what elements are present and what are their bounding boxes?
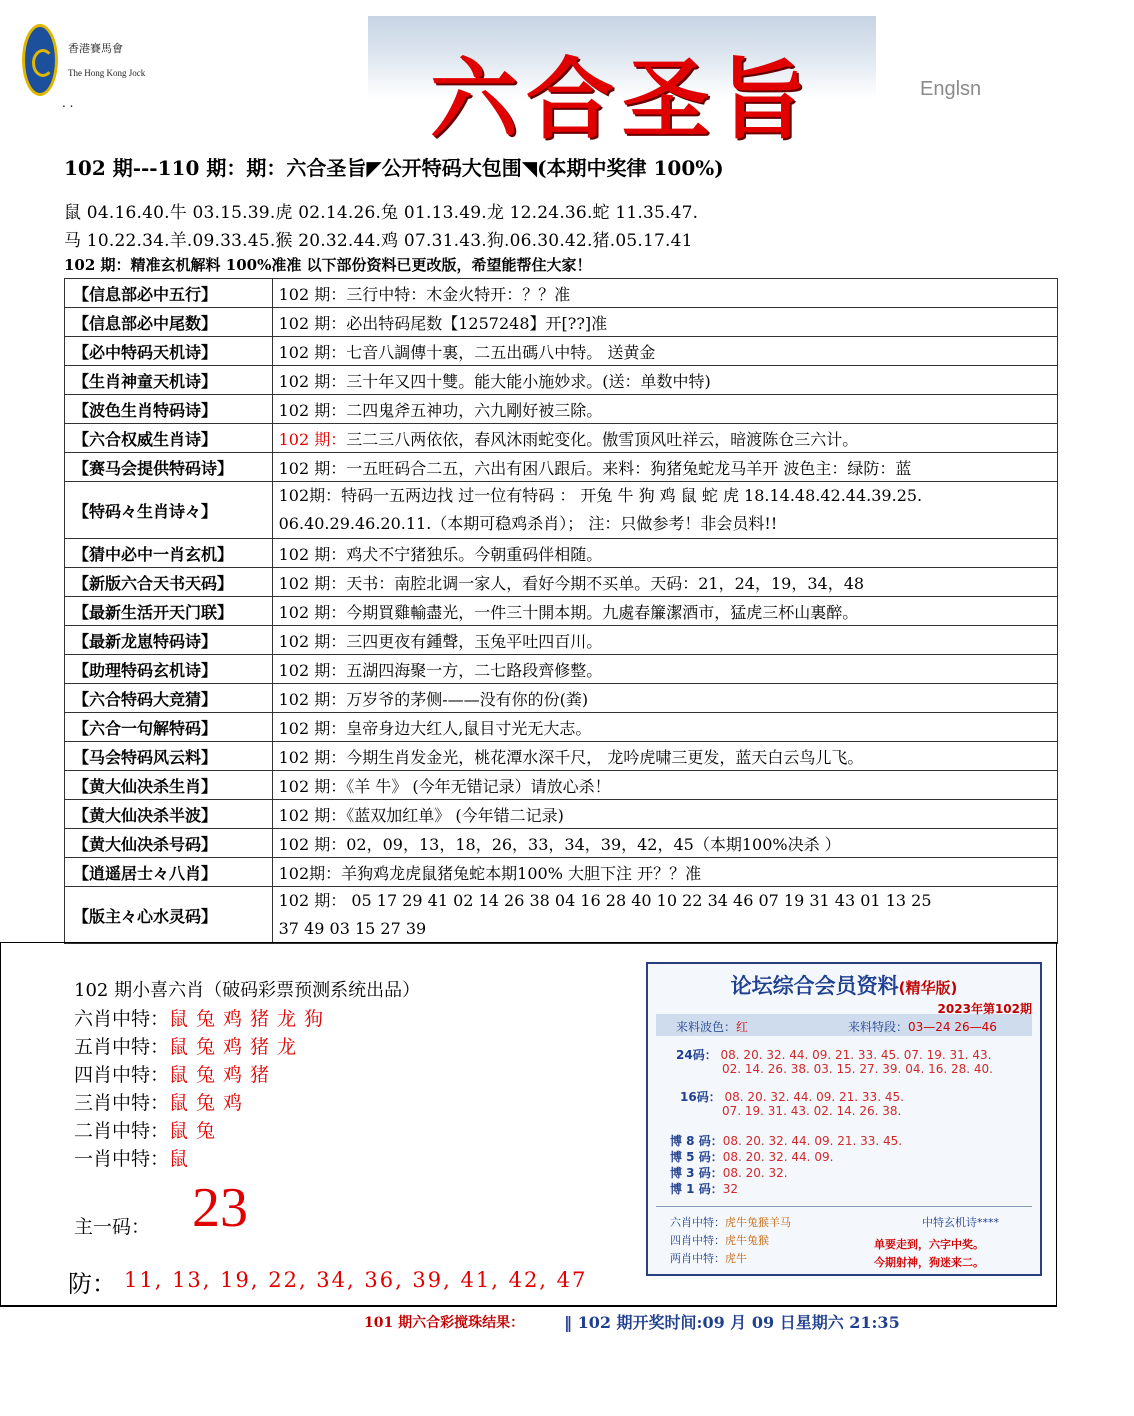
card-wave xyxy=(676,1018,748,1035)
card-row-bo8 xyxy=(670,1132,902,1149)
foot-label: 六肖中特： xyxy=(670,1216,725,1229)
card-row-line: 32 xyxy=(722,1182,738,1196)
row-value: 102 期：五湖四海聚一方，二七路段齊修整。 xyxy=(272,655,1057,684)
card-row-16-line2: 07. 19. 31. 43. 02. 14. 26. 38. xyxy=(722,1104,902,1118)
tier-three xyxy=(74,1088,250,1115)
row-label: 【助理特码玄机诗】 xyxy=(65,655,273,684)
last-draw-result-label: 101 期六合彩搅珠结果： xyxy=(364,1315,525,1331)
table-row xyxy=(65,539,1058,568)
table-row xyxy=(65,308,1058,337)
row-value: 102 期：鸡犬不宁猪独乐。今朝重码伴相随。 xyxy=(272,539,1057,568)
banner-title: 六合圣旨 xyxy=(429,47,814,151)
defense-numbers: 11, 13, 19, 22, 34, 36, 39, 41, 42, 47 xyxy=(124,1268,588,1292)
table-row xyxy=(65,771,1058,800)
card-poem-line-2: 今期射神，狗迷来二。 xyxy=(874,1256,984,1269)
row-label: 【最新龙崽特码诗】 xyxy=(65,626,273,655)
row-value xyxy=(272,887,1057,944)
row-label: 【信息部必中五行】 xyxy=(65,279,273,308)
tier-value: 鼠 xyxy=(169,1148,197,1170)
row-label: 【逍遥居士々八肖】 xyxy=(65,858,273,887)
table-row xyxy=(65,424,1058,453)
tier-five xyxy=(74,1032,304,1059)
table-row xyxy=(65,366,1058,395)
card-row-bo1 xyxy=(670,1180,738,1197)
row-value-line-2: 06.40.29.46.20.11.（本期可稳鸡杀肖）； 注：只做参考！非会员料!! xyxy=(278,514,778,533)
card-title-text: 论坛综合会员资料 xyxy=(730,974,899,998)
tier-label: 六肖中特： xyxy=(74,1008,170,1030)
table-row xyxy=(65,887,1058,944)
tier-label: 五肖中特： xyxy=(74,1036,170,1058)
row-label: 【必中特码天机诗】 xyxy=(65,337,273,366)
logo-dots: . . xyxy=(62,96,74,110)
row-value: 102 期：三行中特：木金火特开：？？准 xyxy=(272,279,1057,308)
card-tail-range xyxy=(848,1018,997,1035)
row-value-text: 三二三八两依依，春风沐雨蛇变化。傲雪顶风吐祥云，暗渡陈仓三六计。 xyxy=(346,429,859,449)
card-row-label: 博 1 码： xyxy=(670,1182,723,1196)
card-row-line: 08. 20. 32. 44. 09. 21. 33. 45. xyxy=(724,1090,904,1104)
row-label: 【信息部必中尾数】 xyxy=(65,308,273,337)
card-row-label: 24码： xyxy=(676,1048,717,1062)
main-number: 23 xyxy=(192,1177,248,1239)
issue-prefix-red: 102 期： xyxy=(278,429,347,449)
tier-value: 鼠兔鸡猪 xyxy=(169,1064,278,1086)
title-banner xyxy=(368,16,876,151)
table-row xyxy=(65,742,1058,771)
tier-label: 三肖中特： xyxy=(74,1092,170,1114)
tier-label: 一肖中特： xyxy=(74,1148,170,1170)
forum-member-card xyxy=(646,962,1042,1276)
card-row-label: 博 5 码： xyxy=(670,1150,723,1164)
zodiac-numbers-line-1: 鼠 04.16.40.牛 03.15.39.虎 02.14.26.兔 01.13.49.龙 12.24.36.蛇 11.35.47. xyxy=(64,203,699,223)
table-row xyxy=(65,568,1058,597)
row-label: 【版主々心水灵码】 xyxy=(65,887,273,944)
main-number-label: 主一码： xyxy=(74,1216,151,1238)
table-row xyxy=(65,626,1058,655)
card-six-xiao xyxy=(670,1214,791,1230)
table-row xyxy=(65,279,1058,308)
notice-text: 102 期：精准玄机解料 100%准准 以下部份资料已更改版，希望能帮住大家！ xyxy=(64,256,592,274)
card-row-bo5 xyxy=(670,1148,833,1165)
table-row xyxy=(65,482,1058,539)
row-label: 【生肖神童天机诗】 xyxy=(65,366,273,395)
row-value: 102 期：《羊 牛》 (今年无错记录）请放心杀！ xyxy=(272,771,1057,800)
row-value: 102期：羊狗鸡龙虎鼠猪兔蛇本期100% 大胆下注 开？？准 xyxy=(272,858,1057,887)
row-value: 102 期：《蓝双加红单》 (今年错二记录) xyxy=(272,800,1057,829)
table-row xyxy=(65,453,1058,482)
tier-label: 四肖中特： xyxy=(74,1064,170,1086)
tier-value: 鼠兔 xyxy=(169,1120,224,1142)
tier-four xyxy=(74,1060,277,1087)
tier-value: 鼠兔鸡猪龙狗 xyxy=(169,1008,332,1030)
table-row xyxy=(65,337,1058,366)
next-draw-time: ‖ 102 期开奖时间:09 月 09 日星期六 21:35 xyxy=(564,1313,900,1332)
jockey-club-emblem-icon xyxy=(22,24,58,96)
card-poem-title: 中特玄机诗**** xyxy=(922,1216,999,1229)
row-label: 【六合特码大竞猜】 xyxy=(65,684,273,713)
table-row xyxy=(65,800,1058,829)
row-value: 102 期：万岁爷的茅侧-——没有你的份(粪) xyxy=(272,684,1057,713)
row-value: 102 期：今期生肖发金光，桃花潭水深千尺， 龙吟虎啸三更发，蓝天白云鸟儿飞。 xyxy=(272,742,1057,771)
card-period: 2023年第102期 xyxy=(937,1002,1032,1016)
row-label: 【特码々生肖诗々】 xyxy=(65,482,273,539)
row-label: 【马会特码风云料】 xyxy=(65,742,273,771)
table-row xyxy=(65,684,1058,713)
tier-two xyxy=(74,1116,223,1143)
row-value: 102 期：三四更夜有鍾聲，玉兔平吐四百川。 xyxy=(272,626,1057,655)
row-label: 【猜中必中一肖玄机】 xyxy=(65,539,273,568)
defense-label: 防： xyxy=(68,1270,116,1298)
table-row xyxy=(65,655,1058,684)
card-poem-line-1: 单要走到，六字中奖。 xyxy=(874,1238,984,1251)
card-row-line: 08. 20. 32. xyxy=(722,1166,788,1180)
footer-divider xyxy=(0,1306,1057,1307)
foot-label: 四肖中特： xyxy=(670,1234,725,1247)
foot-value: 虎牛 xyxy=(725,1252,747,1265)
tier-six xyxy=(74,1004,331,1031)
table-row xyxy=(65,597,1058,626)
table-row xyxy=(65,829,1058,858)
row-label: 【新版六合天书天码】 xyxy=(65,568,273,597)
foot-value: 虎牛兔猴 xyxy=(725,1234,769,1247)
card-row-line: 08. 20. 32. 44. 09. 21. 33. 45. xyxy=(722,1134,903,1148)
card-row-label: 博 3 码： xyxy=(670,1166,723,1180)
row-value: 102 期：必出特码尾数【1257248】开[??]准 xyxy=(272,308,1057,337)
card-row-16 xyxy=(680,1088,904,1105)
row-label: 【六合一句解特码】 xyxy=(65,713,273,742)
card-row-24 xyxy=(676,1046,992,1063)
page-headline: 102 期---110 期：期：六合圣旨◤公开特码大包围◥(本期中奖律 100%) xyxy=(64,156,724,180)
row-value: 102 期：皇帝身边大红人,鼠目寸光无大志。 xyxy=(272,713,1057,742)
card-row-line: 08. 20. 32. 44. 09. 21. 33. 45. 07. 19. 31. 43. xyxy=(720,1048,992,1062)
row-value-line-2: 37 49 03 15 27 39 xyxy=(278,919,427,938)
prediction-table xyxy=(64,278,1058,944)
foot-label: 两肖中特： xyxy=(670,1252,725,1265)
table-row xyxy=(65,395,1058,424)
logo-chinese-text: 香港賽馬會 xyxy=(68,42,123,55)
wave-label: 来料波色： xyxy=(676,1020,737,1034)
card-row-label: 博 8 码： xyxy=(670,1134,723,1148)
card-four-xiao xyxy=(670,1232,769,1248)
row-value: 102 期：02，09，13，18，26，33，34，39，42，45（本期100%决杀 ） xyxy=(272,829,1057,858)
row-value xyxy=(272,482,1057,539)
tier-value: 鼠兔鸡猪龙 xyxy=(169,1036,305,1058)
foot-value: 虎牛兔猴羊马 xyxy=(725,1216,791,1229)
tier-label: 二肖中特： xyxy=(74,1120,170,1142)
wave-value: 红 xyxy=(736,1020,749,1034)
tail-value: 03—24 26—46 xyxy=(908,1020,997,1034)
card-row-24-line2: 02. 14. 26. 38. 03. 15. 27. 39. 04. 16. 28. 40. xyxy=(722,1062,993,1076)
row-value xyxy=(272,424,1057,453)
tier-value: 鼠兔鸡 xyxy=(169,1092,251,1114)
row-label: 【黄大仙决杀生肖】 xyxy=(65,771,273,800)
tail-label: 来料特段： xyxy=(848,1020,909,1034)
zodiac-numbers-line-2: 马 10.22.34.羊.09.33.45.猴 20.32.44.鸡 07.31.43.狗.06.30.42.猪.05.17.41 xyxy=(64,231,693,251)
row-value: 102 期：七音八調傳十裏，二五出碼八中特。 送黄金 xyxy=(272,337,1057,366)
row-value: 102 期：三十年又四十雙。能大能小施妙求。(送：单数中特) xyxy=(272,366,1057,395)
card-row-label: 16码： xyxy=(680,1090,721,1104)
row-label: 【黄大仙决杀半波】 xyxy=(65,800,273,829)
card-row-bo3 xyxy=(670,1164,788,1181)
logo-english-text: The Hong Kong Jock xyxy=(68,68,146,78)
hkjc-logo xyxy=(22,24,162,104)
row-label: 【最新生活开天门联】 xyxy=(65,597,273,626)
row-value: 102 期：一五旺码合二五，六出有困八跟后。来料：狗猪兔蛇龙马羊开 波色主：绿防：蓝 xyxy=(272,453,1057,482)
xiao-title: 102 期小喜六肖（破码彩票预测系统出品） xyxy=(74,980,421,1001)
card-row-line: 08. 20. 32. 44. 09. xyxy=(722,1150,834,1164)
row-label: 【波色生肖特码诗】 xyxy=(65,395,273,424)
card-footer-divider xyxy=(656,1206,1032,1207)
row-value: 102 期：天书：南腔北调一家人，看好今期不买单。天码：21，24，19，34，48 xyxy=(272,568,1057,597)
table-row xyxy=(65,713,1058,742)
row-label: 【黄大仙决杀号码】 xyxy=(65,829,273,858)
row-value: 102 期：今期買雞輸盡光，一件三十開本期。九處春簾潔酒市，猛虎三杯山裏醉。 xyxy=(272,597,1057,626)
card-title xyxy=(648,970,1040,1000)
card-edition: (精华版) xyxy=(898,979,958,997)
row-label: 【赛马会提供特码诗】 xyxy=(65,453,273,482)
table-row xyxy=(65,858,1058,887)
row-value-line-1: 102 期： 05 17 29 41 02 14 26 38 04 16 28 40 10 22 34 46 07 19 31 43 01 13 25 xyxy=(278,891,932,910)
english-link[interactable]: Englsn xyxy=(920,78,982,100)
row-value-line-1: 102期：特码一五两边找 过一位有特码 ： 开兔 牛 狗 鸡 鼠 蛇 虎 18.14.48.42.44.39.25. xyxy=(278,486,923,505)
row-value: 102 期：二四鬼斧五神功，六九剛好被三除。 xyxy=(272,395,1057,424)
tier-one xyxy=(74,1144,196,1171)
card-two-xiao xyxy=(670,1250,747,1266)
row-label: 【六合权威生肖诗】 xyxy=(65,424,273,453)
